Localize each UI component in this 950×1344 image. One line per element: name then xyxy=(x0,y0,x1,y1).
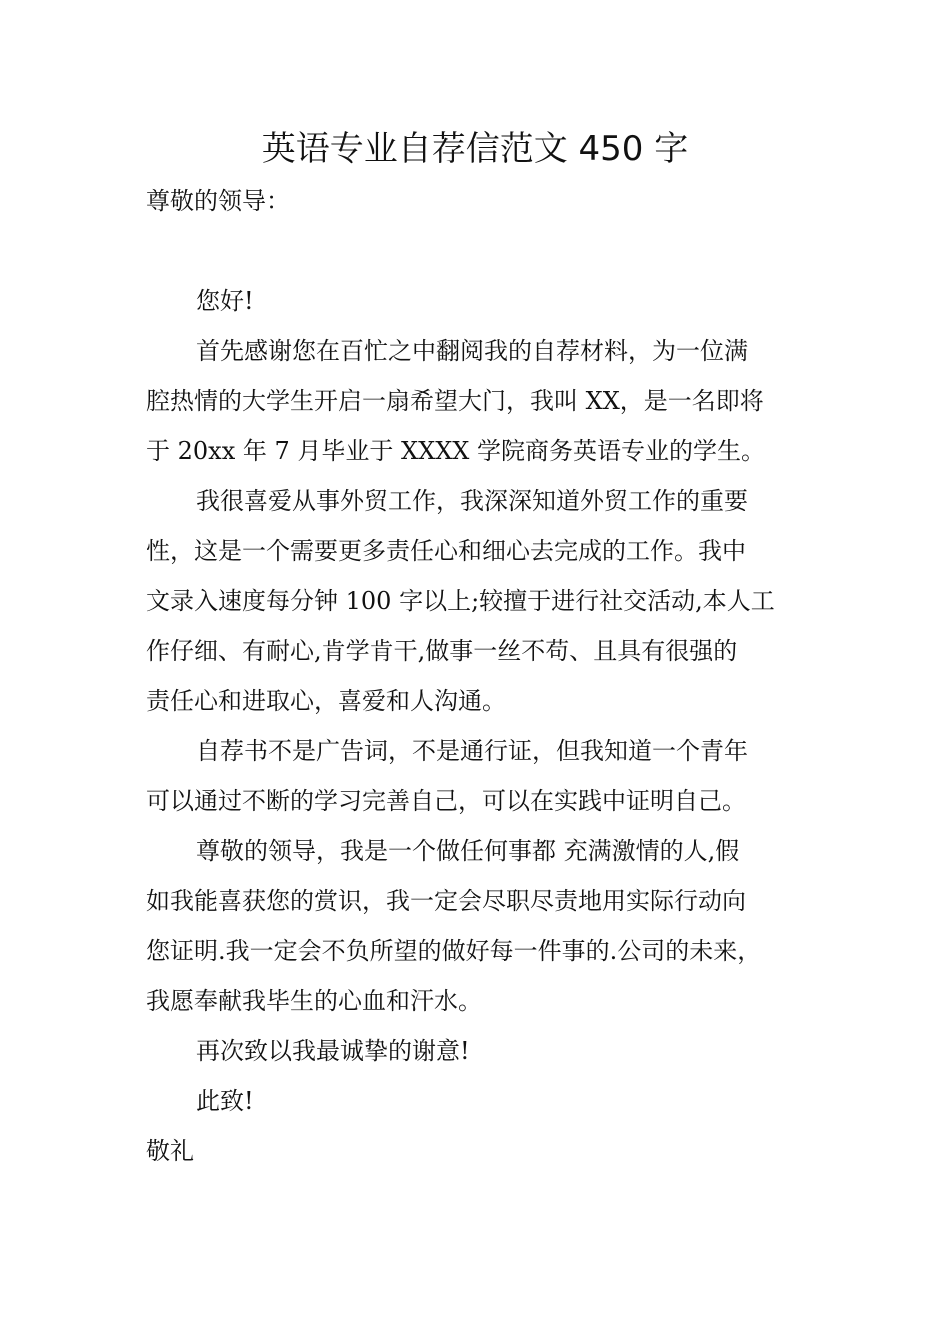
paragraph-line: 文录入速度每分钟 100 字以上;较擅于进行社交活动,本人工 xyxy=(146,587,775,615)
salutation: 尊敬的领导： xyxy=(146,187,290,215)
blank-line xyxy=(146,226,836,276)
paragraph-line: 性，这是一个需要更多责任心和细心去完成的工作。我中 xyxy=(146,537,746,565)
closing-line: 此致! xyxy=(196,1087,254,1115)
paragraph-line: 首先感谢您在百忙之中翻阅我的自荐材料，为一位满 xyxy=(196,337,748,365)
greeting: 您好! xyxy=(196,287,254,315)
paragraph-line: 可以通过不断的学习完善自己，可以在实践中证明自己。 xyxy=(146,787,746,815)
paragraph-line: 自荐书不是广告词，不是通行证，但我知道一个青年 xyxy=(196,737,748,765)
paragraph-line: 您证明.我一定会不负所望的做好每一件事的.公司的未来， xyxy=(146,937,762,965)
paragraph-line: 作仔细、有耐心,肯学肯干,做事一丝不苟、且具有很强的 xyxy=(146,637,738,665)
closing-regards: 敬礼 xyxy=(146,1137,194,1165)
paragraph-line: 于 20xx 年 7 月毕业于 XXXX 学院商务英语专业的学生。 xyxy=(146,437,765,465)
paragraph-line: 我愿奉献我毕生的心血和汗水。 xyxy=(146,987,482,1015)
paragraph-1 xyxy=(146,326,836,476)
letter-body xyxy=(146,176,836,1176)
paragraph-line: 腔热情的大学生开启一扇希望大门，我叫 XX，是一名即将 xyxy=(146,387,764,415)
paragraph-line: 如我能喜获您的赏识，我一定会尽职尽责地用实际行动向 xyxy=(146,887,746,915)
paragraph-line: 尊敬的领导，我是一个做任何事都 充满激情的人,假 xyxy=(196,837,740,865)
paragraph-3 xyxy=(146,726,836,826)
page-title: 英语专业自荐信范文 450 字 xyxy=(261,129,689,169)
paragraph-line: 责任心和进取心，喜爱和人沟通。 xyxy=(146,687,506,715)
paragraph-line: 我很喜爱从事外贸工作，我深深知道外贸工作的重要 xyxy=(196,487,748,515)
paragraph-4 xyxy=(146,826,836,1026)
paragraph-2 xyxy=(146,476,836,726)
thanks-line: 再次致以我最诚挚的谢意! xyxy=(196,1037,470,1065)
